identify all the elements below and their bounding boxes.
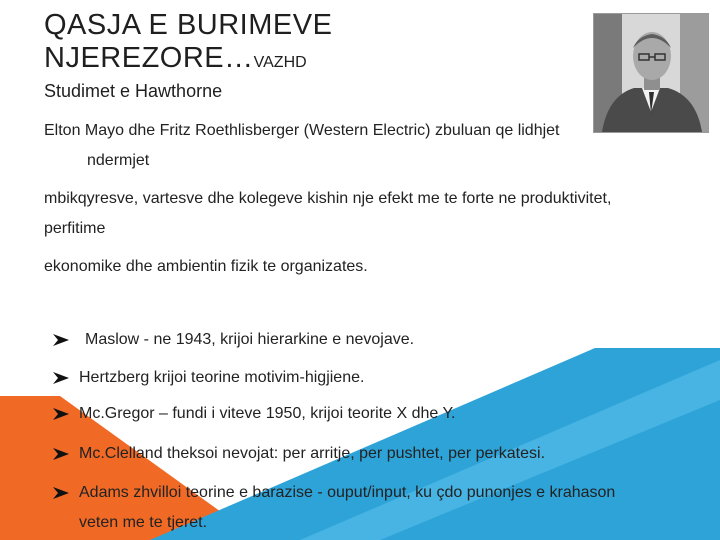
bullet-item-mcgregor bbox=[52, 405, 456, 423]
paragraph-line-4: perfitime bbox=[44, 220, 106, 237]
bullet-item-adams bbox=[52, 484, 615, 502]
arrow-bullet-icon bbox=[52, 486, 70, 500]
portrait-photo bbox=[593, 13, 709, 133]
bullet-item-adams-continuation: veten me te tjeret. bbox=[79, 514, 208, 531]
bullet-text: Adams zhvilloi teorine e barazise - ouput/input, ku çdo punonjes e krahason bbox=[79, 484, 616, 501]
arrow-bullet-icon bbox=[52, 407, 70, 421]
paragraph-line-3: mbikqyresve, vartesve dhe kolegeve kishin nje efekt me te forte ne produktivitet, bbox=[44, 190, 612, 207]
arrow-bullet-icon bbox=[52, 447, 70, 461]
title-line-1: QASJA E BURIMEVE bbox=[44, 9, 333, 41]
paragraph-line-1: Elton Mayo dhe Fritz Roethlisberger (Western Electric) zbuluan qe lidhjet bbox=[44, 122, 560, 139]
slide-title bbox=[44, 9, 332, 79]
title-suffix: VAZHD bbox=[253, 54, 307, 71]
bullet-item-hertzberg bbox=[52, 369, 364, 387]
bullet-item-maslow bbox=[52, 331, 414, 349]
bullet-text: Mc.Gregor – fundi i viteve 1950, krijoi teorite X dhe Y. bbox=[79, 405, 456, 422]
arrow-bullet-icon bbox=[52, 333, 70, 347]
title-line-2-text: NJEREZORE… bbox=[44, 42, 254, 74]
paragraph-line-5: ekonomike dhe ambientin fizik te organizates. bbox=[44, 258, 368, 275]
paragraph-line-2: ndermjet bbox=[87, 152, 150, 169]
bullet-text: Hertzberg krijoi teorine motivim-higjiene. bbox=[79, 369, 365, 386]
bullet-text: Mc.Clelland theksoi nevojat: per arritje, per pushtet, per perkatesi. bbox=[79, 445, 546, 462]
title-line-2 bbox=[44, 42, 332, 79]
bullet-text: Maslow - ne 1943, krijoi hierarkine e nevojave. bbox=[85, 331, 415, 348]
bullet-item-mcclelland bbox=[52, 445, 545, 463]
slide-subtitle: Studimet e Hawthorne bbox=[44, 81, 223, 101]
arrow-bullet-icon bbox=[52, 371, 70, 385]
